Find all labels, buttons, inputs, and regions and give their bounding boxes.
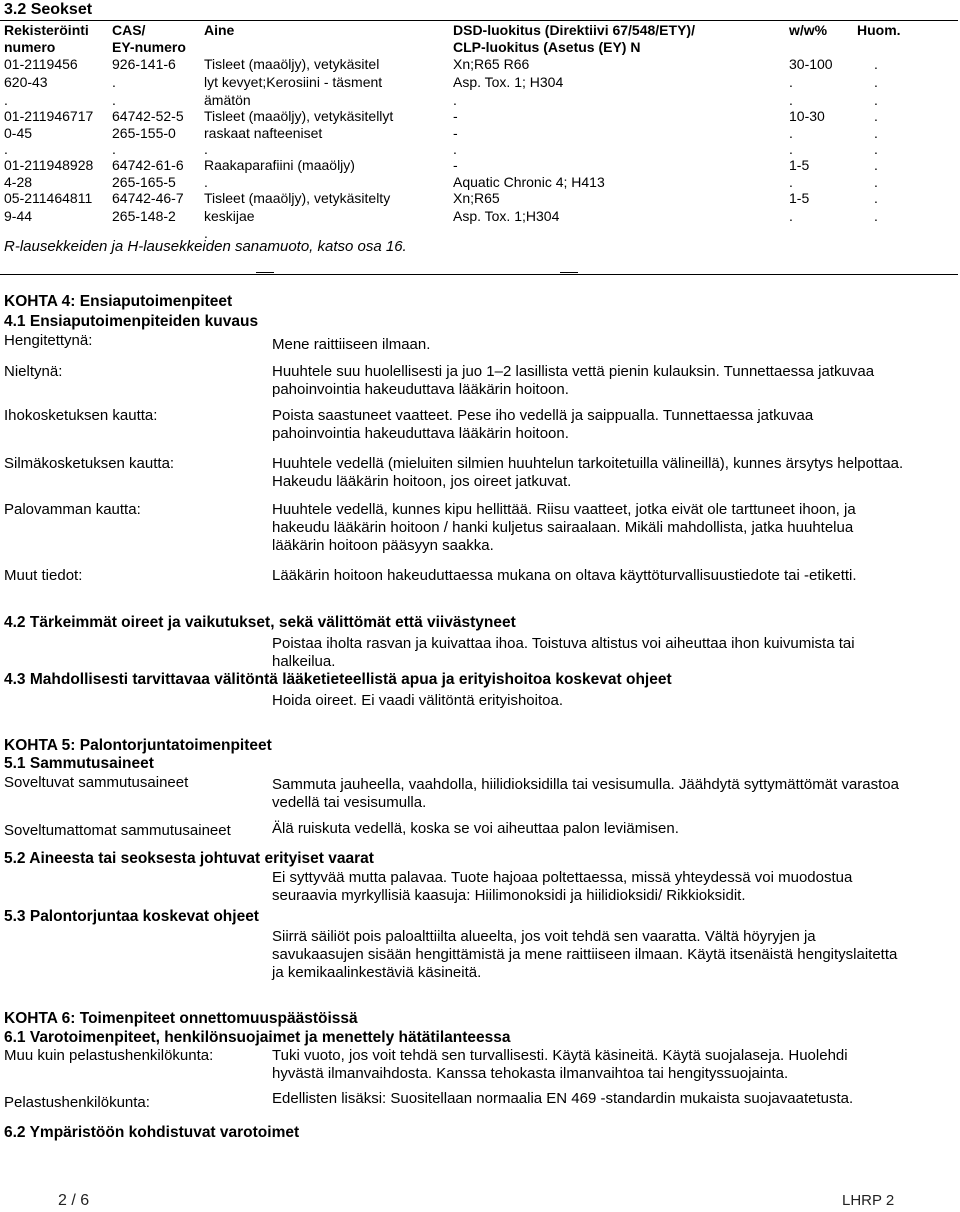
table-cell: . xyxy=(453,92,457,108)
table-cell: . xyxy=(112,74,116,90)
table-cell: 265-155-0 xyxy=(112,125,176,141)
table-cell: Tisleet (maaöljy), vetykäsitelty xyxy=(204,190,391,206)
table-cell: 64742-52-5 xyxy=(112,108,184,124)
table-cell: 926-141-6 xyxy=(112,56,176,72)
table-cell: Raakaparafiini (maaöljy) xyxy=(204,157,355,173)
unsuitable-media-label: Soveltumattomat sammutusaineet xyxy=(4,822,231,839)
table-cell: . xyxy=(874,208,878,224)
table-cell: 265-165-5 xyxy=(112,174,176,190)
first-aid-label: Ihokosketuksen kautta: xyxy=(4,407,158,424)
column-header-reg: Rekisteröinti xyxy=(4,22,89,38)
non-emergency-text: Tuki vuoto, jos voit tehdä sen turvallisesti. Käytä käsineitä. Käytä suojalaseja. Huolehdi xyxy=(272,1047,848,1064)
table-cell: . xyxy=(4,92,8,108)
column-header-cas: EY-numero xyxy=(112,39,186,55)
table-cell: . xyxy=(874,56,878,72)
section-5-3-text: ja kemikaalinkestäviä käsineitä. xyxy=(272,964,482,981)
first-aid-text: hakeudu lääkärin hoitoon / hanki kuljetus sairaalaan. Mikäli mahdollista, jatka huuhtelua xyxy=(272,519,854,536)
table-cell: keskijae xyxy=(204,208,255,224)
table-cell: Aquatic Chronic 4; H413 xyxy=(453,174,605,190)
table-cell: 64742-46-7 xyxy=(112,190,184,206)
document-code: LHRP 2 xyxy=(842,1192,895,1209)
section-4-3-text: Hoida oireet. Ei vaadi välitöntä erityishoitoa. xyxy=(272,692,563,709)
first-aid-text: Poista saastuneet vaatteet. Pese iho vedellä ja saippualla. Tunnettaessa jatkuvaa xyxy=(272,407,814,424)
table-cell: . xyxy=(874,174,878,190)
table-cell: . xyxy=(789,141,793,157)
column-header-ww: w/w% xyxy=(789,22,828,38)
section-5-1-title: 5.1 Sammutusaineet xyxy=(4,755,154,772)
first-aid-label: Nieltynä: xyxy=(4,363,63,380)
page-number: 2 / 6 xyxy=(58,1192,90,1209)
table-cell: . xyxy=(453,141,457,157)
section-title: 3.2 Seokset xyxy=(4,1,93,18)
table-cell: 620-43 xyxy=(4,74,48,90)
table-cell: 4-28 xyxy=(4,174,33,190)
table-cell: . xyxy=(874,190,878,206)
section-5-2-title: 5.2 Aineesta tai seoksesta johtuvat erityiset vaarat xyxy=(4,850,374,867)
table-cell: 9-44 xyxy=(4,208,33,224)
first-aid-text: Hakeudu lääkärin hoitoon, jos oireet jatkuvat. xyxy=(272,473,572,490)
table-cell: 05-211464811 xyxy=(4,190,93,206)
table-cell: Asp. Tox. 1;H304 xyxy=(453,208,560,224)
table-cell: . xyxy=(874,108,878,124)
first-aid-text: Huuhtele suu huolellisesti ja juo 1–2 lasillista vettä pienin kulauksin. Tunnettaessa jatkuvaa xyxy=(272,363,875,380)
first-aid-label: Hengitettynä: xyxy=(4,332,93,349)
table-cell: Asp. Tox. 1; H304 xyxy=(453,74,564,90)
table-cell: - xyxy=(453,157,458,173)
column-header-classification: CLP-luokitus (Asetus (EY) N xyxy=(453,39,641,55)
emergency-label: Pelastushenkilökunta: xyxy=(4,1094,150,1111)
table-cell: . xyxy=(789,125,793,141)
section-4-1-title: 4.1 Ensiaputoimenpiteiden kuvaus xyxy=(4,313,259,330)
suitable-media-text: Sammuta jauheella, vaahdolla, hiilidioksidilla tai vesisumulla. Jäähdytä syttymättömät varastoa xyxy=(272,776,899,793)
first-aid-label: Muut tiedot: xyxy=(4,567,83,584)
table-cell: . xyxy=(112,92,116,108)
section-4-2-text: halkeilua. xyxy=(272,653,336,670)
non-emergency-label: Muu kuin pelastushenkilökunta: xyxy=(4,1047,214,1064)
table-cell: . xyxy=(204,225,208,241)
column-header-cas: CAS/ xyxy=(112,22,146,38)
column-header-classification: DSD-luokitus (Direktiivi 67/548/ETY)/ xyxy=(453,22,695,38)
table-note: R-lausekkeiden ja H-lausekkeiden sanamuoto, katso osa 16. xyxy=(4,238,407,255)
column-header-note: Huom. xyxy=(857,22,901,38)
column-header-substance: Aine xyxy=(204,22,235,38)
suitable-media-label: Soveltuvat sammutusaineet xyxy=(4,774,189,791)
section-5-3-text: Siirrä säiliöt pois paloalttiilta alueelta, jos voit tehdä sen vaaratta. Vältä höyryjen ja xyxy=(272,928,816,945)
table-cell: . xyxy=(874,92,878,108)
section-4-3-title: 4.3 Mahdollisesti tarvittavaa välitöntä lääketieteellistä apua ja erityishoitoa koskevat ohjeet xyxy=(4,671,672,688)
table-cell: - xyxy=(453,108,458,124)
section-5-3-text: savukaasujen sisään hengittämistä ja mene raittiiseen ilmaan. Käytä itsenäistä hengityslaitetta xyxy=(272,946,898,963)
section-5-3-title: 5.3 Palontorjuntaa koskevat ohjeet xyxy=(4,908,259,925)
section-4-2-title: 4.2 Tärkeimmät oireet ja vaikutukset, sekä välittömät että viivästyneet xyxy=(4,614,516,631)
table-cell: 1-5 xyxy=(789,157,810,173)
table-cell: . xyxy=(789,92,793,108)
table-cell: 01-2119456 xyxy=(4,56,78,72)
table-cell: . xyxy=(874,125,878,141)
section-4-2-text: Poistaa iholta rasvan ja kuivattaa ihoa. Toistuva altistus voi aiheuttaa ihon kuivumista tai xyxy=(272,635,855,652)
table-cell: 1-5 xyxy=(789,190,810,206)
section-5-2-text: Ei syttyvää mutta palavaa. Tuote hajoaa poltettaessa, missä yhteydessä voi muodostua xyxy=(272,869,853,886)
table-cell: Xn;R65 R66 xyxy=(453,56,530,72)
table-cell: raskaat nafteeniset xyxy=(204,125,323,141)
table-cell: . xyxy=(874,74,878,90)
section-4-title: KOHTA 4: Ensiaputoimenpiteet xyxy=(4,293,233,310)
first-aid-text: pahoinvointia hakeuduttava lääkärin hoitoon. xyxy=(272,425,569,442)
first-aid-text: Lääkärin hoitoon hakeuduttaessa mukana on oltava käyttöturvallisuustiedote tai -etiketti. xyxy=(272,567,857,584)
table-cell: . xyxy=(874,141,878,157)
divider xyxy=(0,20,958,21)
emergency-text: Edellisten lisäksi: Suositellaan normaalia EN 469 -standardin mukaista suojavaatetusta. xyxy=(272,1090,854,1107)
section-5-2-text: seuraavia myrkyllisiä kaasuja: Hiilimonoksidi ja hiilidioksidi/ Rikkioksidit. xyxy=(272,887,746,904)
table-cell: . xyxy=(789,74,793,90)
first-aid-text: Huuhtele vedellä, kunnes kipu hellittää. Riisu vaatteet, jotka eivät ole tarttuneet ihoon, ja xyxy=(272,501,856,518)
section-6-title: KOHTA 6: Toimenpiteet onnettomuuspäästöissä xyxy=(4,1010,358,1027)
table-cell: Tisleet (maaöljy), vetykäsitel xyxy=(204,56,380,72)
table-cell: Xn;R65 xyxy=(453,190,500,206)
first-aid-text: pahoinvointia hakeuduttava lääkärin hoitoon. xyxy=(272,381,569,398)
first-aid-text: Huuhtele vedellä (mieluiten silmien huuhtelun tarkoitetuilla välineillä), kunnes ärsytys helpottaa. xyxy=(272,455,904,472)
column-header-reg: numero xyxy=(4,39,56,55)
divider xyxy=(256,272,274,273)
table-cell: 01-211946717 xyxy=(4,108,94,124)
table-cell: 265-148-2 xyxy=(112,208,176,224)
table-cell: . xyxy=(789,208,793,224)
unsuitable-media-text: Älä ruiskuta vedellä, koska se voi aiheuttaa palon leviämisen. xyxy=(272,820,679,837)
first-aid-text: Mene raittiiseen ilmaan. xyxy=(272,336,431,353)
section-6-1-title: 6.1 Varotoimenpiteet, henkilönsuojaimet ja menettely hätätilanteessa xyxy=(4,1029,511,1046)
table-cell: lyt kevyet;Kerosiini - täsment xyxy=(204,74,383,90)
table-cell: 64742-61-6 xyxy=(112,157,184,173)
table-cell: Tisleet (maaöljy), vetykäsitellyt xyxy=(204,108,394,124)
suitable-media-text: vedellä tai vesisumulla. xyxy=(272,794,427,811)
divider xyxy=(560,272,578,273)
first-aid-label: Palovamman kautta: xyxy=(4,501,141,518)
table-cell: - xyxy=(453,125,458,141)
table-cell: . xyxy=(112,141,116,157)
table-cell: . xyxy=(874,157,878,173)
divider xyxy=(0,274,958,275)
section-6-2-title: 6.2 Ympäristöön kohdistuvat varotoimet xyxy=(4,1124,300,1141)
table-cell: . xyxy=(204,174,208,190)
table-cell: . xyxy=(4,141,8,157)
first-aid-label: Silmäkosketuksen kautta: xyxy=(4,455,175,472)
table-cell: ämätön xyxy=(204,92,251,108)
table-cell: 10-30 xyxy=(789,108,825,124)
table-cell: . xyxy=(204,141,208,157)
non-emergency-text: hyvästä ilmanvaihdosta. Kanssa tehokasta ilmanvaihtoa tai hengityssuojainta. xyxy=(272,1065,789,1082)
table-cell: 30-100 xyxy=(789,56,833,72)
section-5-title: KOHTA 5: Palontorjuntatoimenpiteet xyxy=(4,737,272,754)
table-cell: 01-211948928 xyxy=(4,157,94,173)
first-aid-text: lääkärin hoitoon pääsyyn saakka. xyxy=(272,537,494,554)
table-cell: 0-45 xyxy=(4,125,33,141)
table-cell: . xyxy=(789,174,793,190)
